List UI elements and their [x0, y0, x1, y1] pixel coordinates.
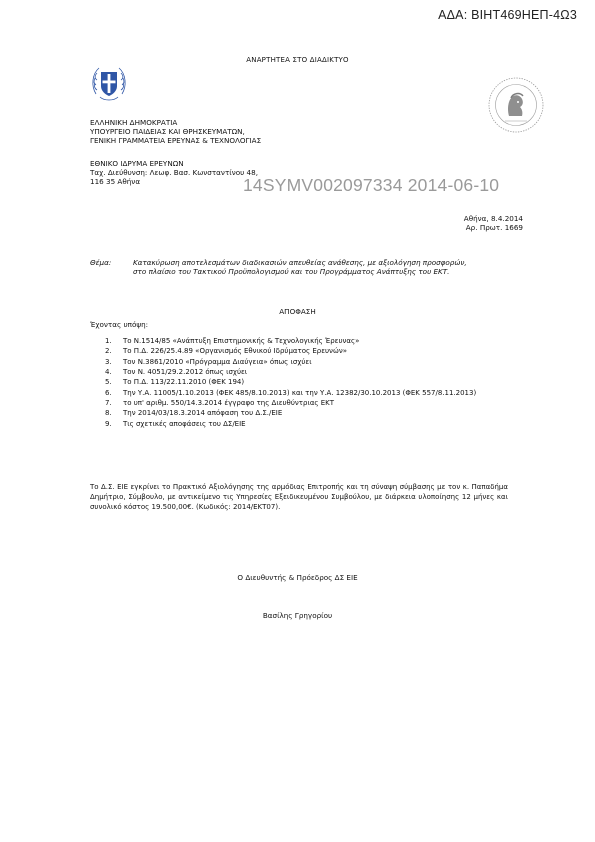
header-republic: ΕΛΛΗΝΙΚΗ ΔΗΜΟΚΡΑΤΙΑ	[90, 118, 178, 127]
decision-title: ΑΠΟΦΑΣΗ	[279, 307, 316, 316]
list-item: 9. Τις σχετικές αποφάσεις του ΔΣ/ΕΙΕ	[105, 419, 246, 428]
list-item: 4. Τον Ν. 4051/29.2.2012 όπως ισχύει	[105, 368, 248, 377]
considerations-list	[90, 337, 520, 430]
list-item: 7. το υπ' αριθμ. 550/14.3.2014 έγγραφο της Διευθύντριας ΕΚΤ	[105, 399, 335, 408]
list-item: 5. Το Π.Δ. 113/22.11.2010 (ΦΕΚ 194)	[105, 378, 245, 387]
header-address: Ταχ. Διεύθυνση: Λεωφ. Βασ. Κωνσταντίνου 48,	[90, 168, 258, 177]
list-item: 2. Το Π.Δ. 226/25.4.89 «Οργανισμός Εθνικού Ιδρύματος Ερευνών»	[105, 347, 348, 356]
subject-line: Κατακύρωση αποτελεσμάτων διαδικασιών απευθείας ανάθεσης, με αξιολόγηση προσφορών,	[133, 258, 467, 267]
date-block	[464, 214, 523, 232]
signatory-name: Βασίλης Γρηγορίου	[262, 611, 333, 620]
list-item: 8. Την 2014/03/18.3.2014 απόφαση του Δ.Σ./ΕΙΕ	[105, 409, 283, 418]
header-secretariat: ΓΕΝΙΚΗ ΓΡΑΜΜΑΤΕΙΑ ΕΡΕΥΝΑΣ & ΤΕΧΝΟΛΟΓΙΑΣ	[90, 136, 262, 145]
registry-stamp: 14SYMV002097334 2014-06-10	[243, 175, 500, 195]
subject-text	[133, 258, 523, 276]
publish-label: ΑΝΑΡΤΗΤΕΑ ΣΤΟ ΔΙΑΔΙΚΤΥΟ	[246, 56, 349, 64]
considering-label: Έχοντας υπόψη:	[90, 320, 149, 329]
list-item: 6. Την Υ.Α. 11005/1.10.2013 (ΦΕΚ 485/8.10.2013) και την Υ.Α. 12382/30.10.2013 (ΦΕΚ 557/8.11.2013)	[105, 388, 477, 397]
header-foundation: ΕΘΝΙΚΟ ΙΔΡΥΜΑ ΕΡΕΥΝΩΝ	[90, 159, 184, 168]
greek-state-emblem-icon	[90, 64, 128, 104]
eie-seal-icon	[487, 76, 545, 134]
subject-label: Θέμα:	[90, 258, 112, 267]
header-ministry: ΥΠΟΥΡΓΕΙΟ ΠΑΙΔΕΙΑΣ ΚΑΙ ΘΡΗΣΚΕΥΜΑΤΩΝ,	[90, 127, 245, 136]
decision-body: Το Δ.Σ. ΕΙΕ εγκρίνει το Πρακτικό Αξιολόγησης της αρμόδιας Επιτροπής και τη σύναψη σύμβασης με τον κ. Παπαδήμα Δημήτριο, Σύμβουλο, με αντικείμενο τις Υπηρεσίες Εξειδικευμένου Συμβούλου, με διάρκεια υλοποίησης 12 μήνες και συνολικό κόστος 19.500,00€. (Κωδικός: 2014/ΕΚΤ07).	[90, 483, 508, 512]
protocol-number: Αρ. Πρωτ. 1669	[465, 223, 523, 232]
list-item: 1. Το Ν.1514/85 «Ανάπτυξη Επιστημονικής & Τεχνολογικής Έρευνας»	[105, 337, 360, 345]
document-date: Αθήνα, 8.4.2014	[463, 214, 523, 223]
institution-header	[90, 118, 261, 186]
header-city: 116 35 Αθήνα	[90, 177, 141, 186]
list-item: 3. Τον Ν.3861/2010 «Πρόγραμμα Διαύγεια» όπως ισχύει	[105, 357, 312, 366]
subject-line: στο πλαίσιο του Τακτικού Προϋπολογισμού και του Προγράμματος Ανάπτυξης του ΕΚΤ.	[133, 267, 450, 276]
ada-code: ΑΔΑ: ΒΙΗΤ469ΗΕΠ-4Ω3	[438, 8, 577, 22]
signatory-title: Ο Διευθυντής & Πρόεδρος ΔΣ ΕΙΕ	[237, 573, 358, 582]
